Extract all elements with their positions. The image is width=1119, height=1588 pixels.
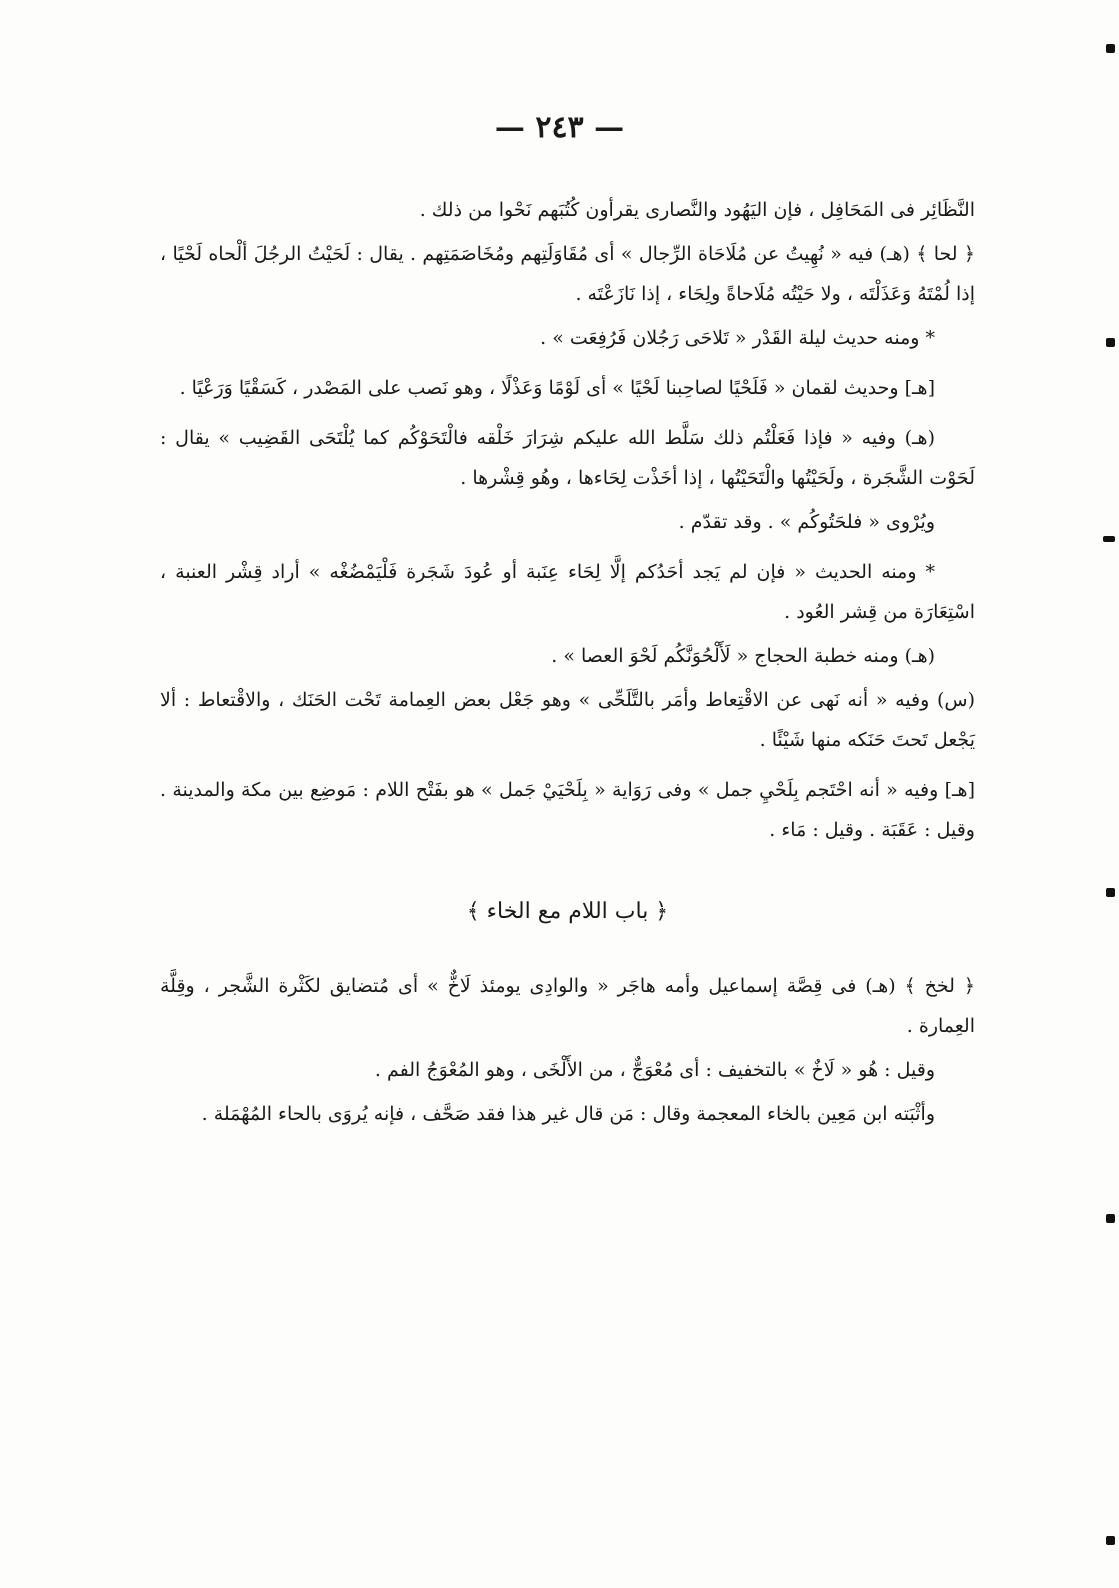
scan-edge-mark xyxy=(1106,44,1115,53)
scan-edge-mark xyxy=(1106,1214,1115,1223)
scan-edge-mark xyxy=(1106,888,1115,897)
paragraph: ويُرْوى « فلحَتُوكُم » . وقد تقدّم . xyxy=(678,511,935,533)
page-number: — ٢٤٣ — xyxy=(494,110,625,145)
scan-edge-mark xyxy=(1103,536,1115,542)
scan-edge-mark xyxy=(1106,1536,1115,1545)
paragraph: (س) وفيه « أنه نَهى عن الاقْتِعاط وأمَر بالتَّلَحِّى » وهو جَعْل بعض العِمامة تَحْت الحَنَك ، والاقْتعاط : ألا يَجْعل تَحتَ حَنَكه منها شَيْئًا . xyxy=(160,689,975,751)
entry-paragraph: ﴿ لخخ ﴾ (هـ) فى قِصَّة إسماعيل وأمه هاجَر « والوادِى يومئذ لَاخٌّ » أى مُتضايق لكَثْرة الشَّجر ، وقِلَّة العِمارة . xyxy=(160,975,975,1037)
paragraph: [هـ] وحديث لقمان « فَلَحْيًا لصاحِبنا لَحْيًا » أى لَوْمًا وَعَذْلًا ، وهو نَصب على المَصْدر ، كَسَقْيًا وَرَعْيًا . xyxy=(179,377,935,399)
page-body xyxy=(160,190,975,1138)
paragraph: (هـ) وفيه « فإذا فَعَلْتُم ذلك سَلَّط الله عليكم شِرَارَ خَلْقه فالْتَحَوْكُم كما يُلْتَحَى القَضِيب » يقال : لَحَوْت الشَّجَرة ، ولَحَيْتُها والْتَحَيْتُها ، إذا أخَذْت لِحَاءها ، وهُو قِشْرها . xyxy=(160,427,975,489)
paragraph: * ومنه حديث ليلة القَدْر « تَلاحَى رَجُلان فَرُفِعَت » . xyxy=(540,327,935,349)
paragraph: (هـ) ومنه خطبة الحجاج « لَأَلْحُوَنَّكُم لَحْوَ العصا » . xyxy=(551,645,935,667)
paragraph: * ومنه الحديث « فإن لم يَجد أحَدُكم إلَّا لِحَاء عِنَبة أو عُودَ شَجَرة فَلْيَمْضُغْه » أراد قِشْر العنبة ، اسْتِعَارَة من قِشر العُود . xyxy=(160,561,975,623)
entry-paragraph: ﴿ لحا ﴾ (هـ) فيه « نُهِيتُ عن مُلَاحَاة الرِّجال » أى مُقَاوَلَتِهم ومُخَاصَمَتِهم . يقال : لَحَيْتُ الرجُلَ ألْحاه لَحْيًا ، إذا لُمْتَهُ وَعَذَلْتَه ، ولا حَيْتُه مُلَاحاةً ولِحَاء ، إذا نَازَعْتَه . xyxy=(160,243,975,305)
section-title: ﴿ باب اللام مع الخاء ﴾ xyxy=(466,899,669,924)
scan-edge-mark xyxy=(1106,338,1115,347)
paragraph: وأثْبَته ابن مَعِين بالخاء المعجمة وقال : مَن قال غير هذا فقد صَحَّف ، فإنه يُروَى بالحاء المُهْمَلة . xyxy=(201,1103,935,1125)
paragraph: النَّظَائِر فى المَحَافِل ، فإن اليَهُود والنَّصارى يقرأون كُتُبَهم نَحْوا من ذلك . xyxy=(419,199,975,221)
paragraph: [هـ] وفيه « أنه احْتَجم بِلَحْيِ جمل » وفى رَوَاية « بِلَحْيَيْ جَمل » هو بفَتْح اللام : مَوضِع بين مكة والمدينة . وقيل : عَقَبَة . وقيل : مَاء . xyxy=(160,779,975,841)
paragraph: وقيل : هُو « لَاخٌ » بالتخفيف : أى مُعْوَجٌّ ، من الأَلْخَى ، وهو المُعْوَجُ الفم . xyxy=(374,1059,935,1081)
